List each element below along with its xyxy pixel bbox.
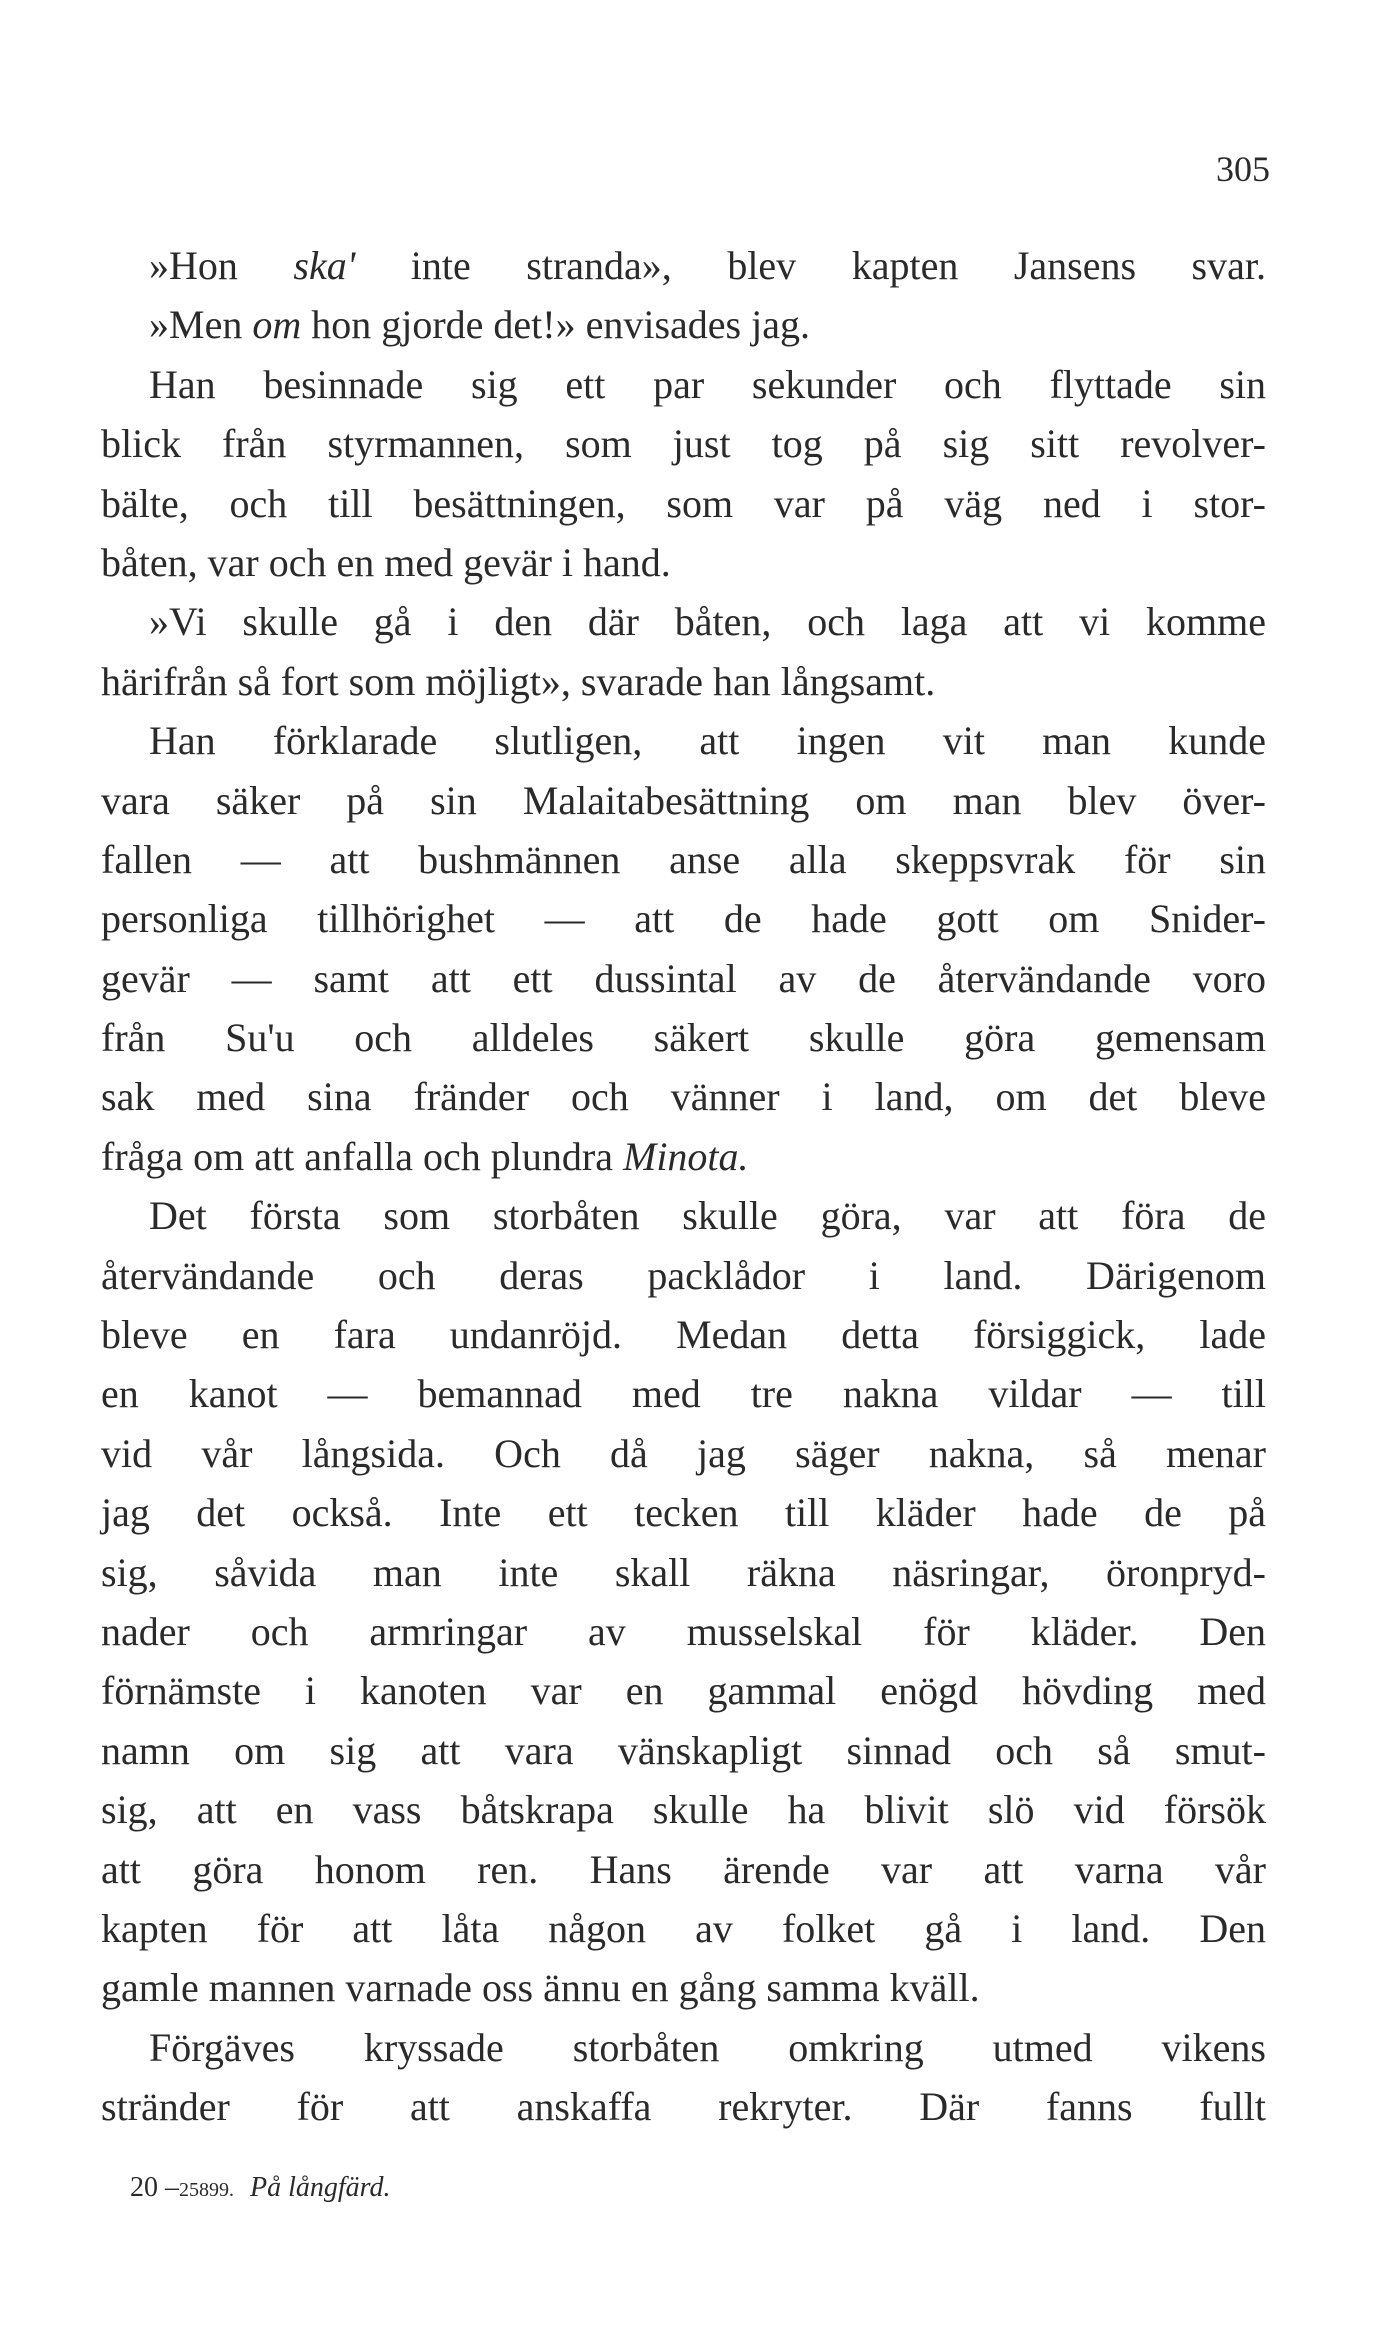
text-line: vara säker på sin Malaitabesättning om man blev över- (101, 777, 1266, 823)
text-line: »Hon ska' inte stranda», blev kapten Jansens svar. (149, 243, 1266, 288)
text-line: förnämste i kanoten var en gammal enögd hövding med (101, 1668, 1266, 1714)
text-line: stränder för att anskaffa rekryter. Där fanns fullt (101, 2084, 1266, 2130)
text-line: fallen — att bushmännen anse alla skeppsvrak för sin (101, 836, 1266, 882)
body-text (101, 236, 1266, 2137)
text-line: Det första som storbåten skulle göra, var att föra de (149, 1193, 1266, 1239)
text-line: sak med sina fränder och vänner i land, om det bleve (101, 1074, 1266, 1120)
text-line: fråga om att anfalla och plundra Minota. (101, 1133, 749, 1179)
text-line: nader och armringar av musselskal för kläder. Den (101, 1608, 1266, 1654)
text-line: Han förklarade slutligen, att ingen vit man kunde (149, 718, 1266, 764)
footer-signature (130, 2172, 391, 2204)
signature-number: 25899. (179, 2179, 234, 2201)
text-line: »Vi skulle gå i den där båten, och laga att vi komme (149, 599, 1266, 645)
text-line: sig, såvida man inte skall räkna näsringar, öronpryd- (101, 1549, 1266, 1595)
text-line: sig, att en vass båtskrapa skulle ha blivit slö vid försök (101, 1787, 1266, 1833)
text-line: gamle mannen varnade oss ännu en gång samma kväll. (101, 1965, 980, 2011)
text-line: vid vår långsida. Och då jag säger nakna, så menar (101, 1430, 1266, 1476)
text-line: båten, var och en med gevär i hand. (101, 539, 671, 585)
text-line: bleve en fara undanröjd. Medan detta försiggick, lade (101, 1312, 1266, 1358)
text-line: att göra honom ren. Hans ärende var att varna vår (101, 1846, 1266, 1892)
text-line: jag det också. Inte ett tecken till kläder hade de på (101, 1490, 1266, 1536)
text-line: återvändande och deras packlådor i land. Därigenom (101, 1252, 1266, 1298)
signature-mark: 20 – (130, 2172, 179, 2203)
text-line: »Men om hon gjorde det!» envisades jag. (149, 302, 810, 348)
text-line: en kanot — bemannad med tre nakna vildar — till (101, 1371, 1266, 1417)
text-line: namn om sig att vara vänskapligt sinnad och så smut- (101, 1727, 1266, 1773)
text-line: blick från styrmannen, som just tog på sig sitt revolver- (101, 421, 1266, 467)
text-line: gevär — samt att ett dussintal av de återvändande voro (101, 955, 1266, 1001)
page-number: 305 (1216, 149, 1270, 189)
text-line: Förgäves kryssade storbåten omkring utmed vikens (149, 2024, 1266, 2070)
text-line: kapten för att låta någon av folket gå i land. Den (101, 1905, 1266, 1951)
text-line: Han besinnade sig ett par sekunder och flyttade sin (149, 361, 1266, 407)
text-line: bälte, och till besättningen, som var på väg ned i stor- (101, 480, 1266, 526)
text-line: från Su'u och alldeles säkert skulle göra gemensam (101, 1015, 1266, 1061)
text-line: personliga tillhörighet — att de hade gott om Snider- (101, 896, 1266, 942)
book-title: På långfärd. (250, 2172, 391, 2203)
text-line: härifrån så fort som möjligt», svarade han långsamt. (101, 658, 936, 704)
